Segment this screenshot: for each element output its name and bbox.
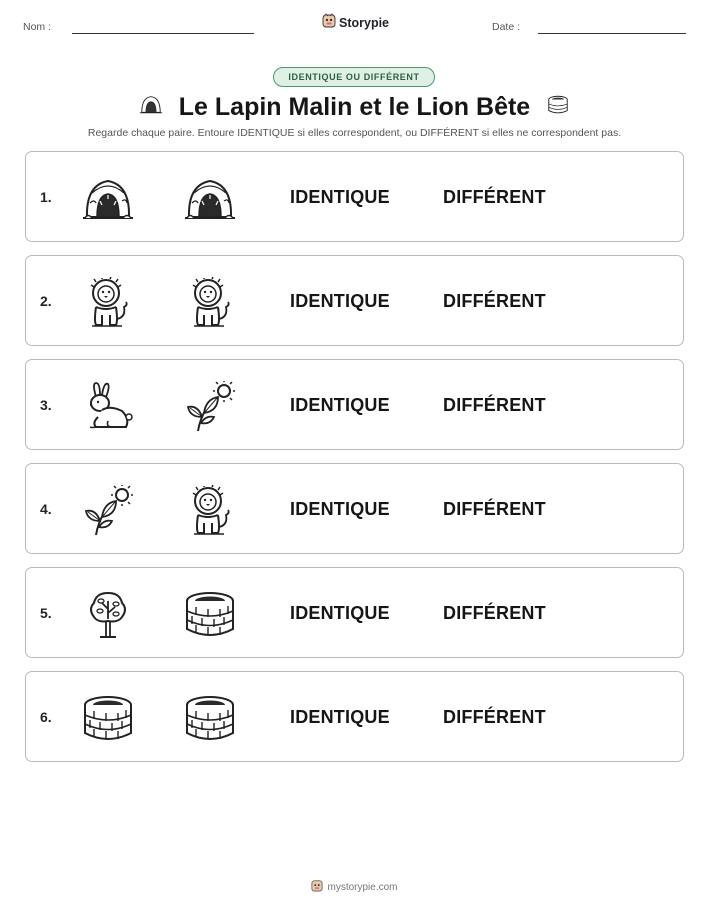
instructions: Regarde chaque paire. Entoure IDENTIQUE si elles correspondent, ou DIFFÉRENT si elles ne correspondent pas. [87,127,622,139]
question-row [25,463,684,554]
plant-sun-icon [82,485,134,537]
identique-option[interactable]: IDENTIQUE [290,187,390,207]
question-row [25,255,684,346]
identique-option[interactable]: IDENTIQUE [290,707,390,727]
identique-option[interactable]: IDENTIQUE [290,499,390,519]
rabbit-icon [82,381,134,433]
cave-icon [82,173,134,225]
question-row [25,567,684,658]
well-icon [184,693,236,745]
identique-option[interactable]: IDENTIQUE [290,603,390,623]
different-option[interactable]: DIFFÉRENT [443,187,546,207]
date-line[interactable] [538,33,686,34]
question-number: 1. [40,189,52,205]
brand-name: Storypie [339,16,390,30]
question-number: 5. [40,605,52,621]
title-row [0,90,709,124]
different-option[interactable]: DIFFÉRENT [443,499,546,519]
storypie-logo-icon [311,879,323,895]
question-number: 2. [40,293,52,309]
name-label: Nom : [23,21,52,33]
plant-sun-icon [184,381,236,433]
footer-url: mystorypie.com [327,881,398,893]
question-row [25,671,684,762]
well-icon [184,589,236,641]
question-row [25,359,684,450]
different-option[interactable]: DIFFÉRENT [443,291,546,311]
brand [322,13,389,33]
question-number: 6. [40,709,52,725]
name-line[interactable] [72,33,254,34]
lion-icon [82,277,134,329]
worksheet-type-badge: IDENTIQUE OU DIFFÉRENT [273,67,435,87]
different-option[interactable]: DIFFÉRENT [443,395,546,415]
different-option[interactable]: DIFFÉRENT [443,707,546,727]
question-row [25,151,684,242]
lion-icon [184,485,236,537]
question-number: 3. [40,397,52,413]
page-title: Le Lapin Malin et le Lion Bête [178,92,531,121]
identique-option[interactable]: IDENTIQUE [290,395,390,415]
page-header [0,0,709,50]
storypie-logo-icon [322,13,336,33]
cave-icon [184,173,236,225]
well-icon [82,693,134,745]
cave-icon [137,93,165,122]
identique-option[interactable]: IDENTIQUE [290,291,390,311]
different-option[interactable]: DIFFÉRENT [443,603,546,623]
well-icon [544,93,572,122]
tree-icon [82,589,134,641]
date-label: Date : [492,21,521,33]
footer [0,879,709,895]
lion-icon [184,277,236,329]
question-number: 4. [40,501,52,517]
